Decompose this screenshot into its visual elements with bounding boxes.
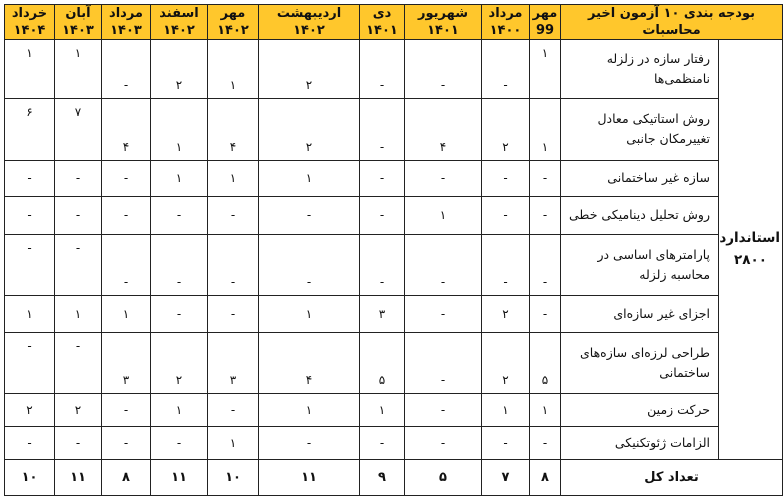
table-title-cell	[561, 5, 783, 40]
total-value-cell: ۵	[405, 459, 482, 495]
value-cell: -	[360, 99, 405, 160]
value-cell: ۵	[530, 332, 561, 393]
value-cell: ۱	[5, 296, 55, 332]
value-cell: -	[360, 235, 405, 296]
value-cell: ۱	[151, 160, 208, 196]
value-cell: ۱	[405, 196, 482, 234]
value-cell: ۱	[482, 394, 530, 427]
value-cell: ۲	[5, 394, 55, 427]
topic-cell	[561, 196, 719, 234]
value-cell: -	[5, 426, 55, 459]
topic-line1: سازه غیر ساختمانی	[607, 170, 711, 186]
value-cell: -	[55, 426, 102, 459]
value-cell: -	[208, 196, 259, 234]
value-cell: -	[151, 426, 208, 459]
value-cell: ۲	[55, 394, 102, 427]
table-row	[5, 332, 783, 393]
group-label-line1: استاندارد	[719, 230, 781, 247]
value-cell: -	[405, 40, 482, 99]
value-cell: -	[530, 196, 561, 234]
value-cell: -	[530, 235, 561, 296]
value-cell: -	[530, 296, 561, 332]
table-row	[5, 196, 783, 234]
value-cell: ۲	[482, 296, 530, 332]
value-cell: ۲	[482, 99, 530, 160]
table-row	[5, 40, 783, 99]
topic-line2: محاسبه زلزله	[639, 267, 711, 283]
value-cell: -	[102, 40, 151, 99]
value-cell: -	[259, 426, 360, 459]
total-value-cell: ۱۰	[5, 459, 55, 495]
value-cell: ۲	[151, 40, 208, 99]
value-cell: ۱	[55, 40, 102, 99]
table-title-line2: محاسبات	[642, 23, 701, 38]
topic-cell	[561, 40, 719, 99]
table-row	[5, 296, 783, 332]
value-cell: -	[360, 426, 405, 459]
topic-cell	[561, 394, 719, 427]
value-cell: ۶	[5, 99, 55, 160]
total-value-cell: ۷	[482, 459, 530, 495]
topic-line2: تغییرمکان جانبی	[626, 131, 711, 147]
topic-line1: حرکت زمین	[647, 401, 711, 417]
value-cell: ۱	[259, 160, 360, 196]
value-cell: -	[259, 196, 360, 234]
exam-budget-table	[4, 4, 783, 496]
value-cell: ۳	[360, 296, 405, 332]
topic-line1: اجزای غیر سازه‌ای	[613, 306, 711, 322]
topic-line2: ساختمانی	[659, 364, 711, 380]
value-cell: ۱	[530, 40, 561, 99]
exam-header: خرداد ۱۴۰۴	[5, 5, 55, 40]
value-cell: -	[482, 40, 530, 99]
exam-header: مهر ۱۴۰۲	[208, 5, 259, 40]
value-cell: -	[259, 235, 360, 296]
total-label: تعداد کل	[561, 459, 783, 495]
exam-header: آبان ۱۴۰۳	[55, 5, 102, 40]
exam-header: مهر 99	[530, 5, 561, 40]
exam-header: اردیبهشت ۱۴۰۲	[259, 5, 360, 40]
total-value-cell: ۸	[530, 459, 561, 495]
value-cell: ۱	[259, 296, 360, 332]
total-value-cell: ۱۱	[55, 459, 102, 495]
table-row	[5, 235, 783, 296]
topic-line2: نامنظمی‌ها	[653, 71, 711, 87]
exam-header: اسفند ۱۴۰۲	[151, 5, 208, 40]
value-cell: -	[5, 235, 55, 296]
value-cell: -	[151, 196, 208, 234]
value-cell: -	[405, 426, 482, 459]
value-cell: -	[208, 296, 259, 332]
value-cell: ۱	[208, 40, 259, 99]
value-cell: -	[482, 235, 530, 296]
topic-cell	[561, 99, 719, 160]
value-cell: -	[5, 196, 55, 234]
header-row	[5, 5, 783, 40]
value-cell: ۲	[259, 99, 360, 160]
value-cell: -	[405, 394, 482, 427]
total-value-cell: ۱۰	[208, 459, 259, 495]
value-cell: ۱	[151, 99, 208, 160]
topic-cell	[561, 296, 719, 332]
value-cell: -	[482, 196, 530, 234]
topic-line1: روش تحلیل دینامیکی خطی	[569, 207, 711, 223]
value-cell: -	[482, 160, 530, 196]
total-value-cell: ۱۱	[151, 459, 208, 495]
topic-line1: الزامات ژئوتکنیکی	[614, 434, 711, 450]
value-cell: ۷	[55, 99, 102, 160]
value-cell: ۱	[5, 40, 55, 99]
value-cell: -	[102, 426, 151, 459]
value-cell: -	[360, 40, 405, 99]
value-cell: ۱	[151, 394, 208, 427]
exam-header: شهریور ۱۴۰۱	[405, 5, 482, 40]
group-label-cell	[719, 40, 783, 460]
exam-header: دی ۱۴۰۱	[360, 5, 405, 40]
value-cell: -	[360, 160, 405, 196]
value-cell: -	[530, 426, 561, 459]
table-row	[5, 160, 783, 196]
total-row	[5, 459, 783, 495]
table-row	[5, 394, 783, 427]
value-cell: ۱	[530, 394, 561, 427]
topic-cell	[561, 332, 719, 393]
value-cell: -	[530, 160, 561, 196]
value-cell: ۱	[208, 160, 259, 196]
value-cell: -	[102, 196, 151, 234]
value-cell: ۴	[259, 332, 360, 393]
value-cell: -	[405, 332, 482, 393]
value-cell: -	[55, 160, 102, 196]
topic-line1: روش استاتیکی معادل	[597, 111, 711, 127]
topic-cell	[561, 426, 719, 459]
value-cell: -	[5, 332, 55, 393]
topic-cell	[561, 235, 719, 296]
value-cell: -	[55, 332, 102, 393]
value-cell: ۴	[102, 99, 151, 160]
value-cell: ۲	[259, 40, 360, 99]
value-cell: -	[102, 160, 151, 196]
value-cell: -	[482, 426, 530, 459]
topic-line1: رفتار سازه در زلزله	[606, 51, 711, 67]
value-cell: -	[208, 394, 259, 427]
value-cell: ۱	[259, 394, 360, 427]
value-cell: ۵	[360, 332, 405, 393]
exam-header: مرداد ۱۴۰۰	[482, 5, 530, 40]
table-title-line1: بودجه بندی ۱۰ آزمون اخیر	[588, 6, 756, 21]
value-cell: -	[102, 235, 151, 296]
value-cell: -	[5, 160, 55, 196]
value-cell: ۱	[102, 296, 151, 332]
value-cell: ۴	[208, 99, 259, 160]
total-value-cell: ۱۱	[259, 459, 360, 495]
total-value-cell: ۹	[360, 459, 405, 495]
value-cell: -	[208, 235, 259, 296]
value-cell: -	[102, 394, 151, 427]
value-cell: -	[55, 235, 102, 296]
value-cell: -	[405, 235, 482, 296]
topic-cell	[561, 160, 719, 196]
value-cell: -	[405, 160, 482, 196]
topic-line1: پارامترهای اساسی در	[597, 247, 711, 263]
value-cell: ۲	[482, 332, 530, 393]
table-row	[5, 99, 783, 160]
group-label-line2: ۲۸۰۰	[734, 252, 767, 269]
value-cell: ۲	[151, 332, 208, 393]
table-row	[5, 426, 783, 459]
value-cell: -	[151, 296, 208, 332]
value-cell: ۱	[360, 394, 405, 427]
value-cell: ۱	[55, 296, 102, 332]
value-cell: -	[55, 196, 102, 234]
value-cell: ۳	[102, 332, 151, 393]
value-cell: -	[360, 196, 405, 234]
exam-header: مرداد ۱۴۰۳	[102, 5, 151, 40]
value-cell: ۳	[208, 332, 259, 393]
value-cell: -	[405, 296, 482, 332]
value-cell: ۱	[530, 99, 561, 160]
table-body	[5, 40, 783, 496]
value-cell: ۴	[405, 99, 482, 160]
value-cell: -	[151, 235, 208, 296]
topic-line1: طراحی لرزه‌ای سازه‌های	[580, 344, 711, 360]
value-cell: ۱	[208, 426, 259, 459]
total-value-cell: ۸	[102, 459, 151, 495]
